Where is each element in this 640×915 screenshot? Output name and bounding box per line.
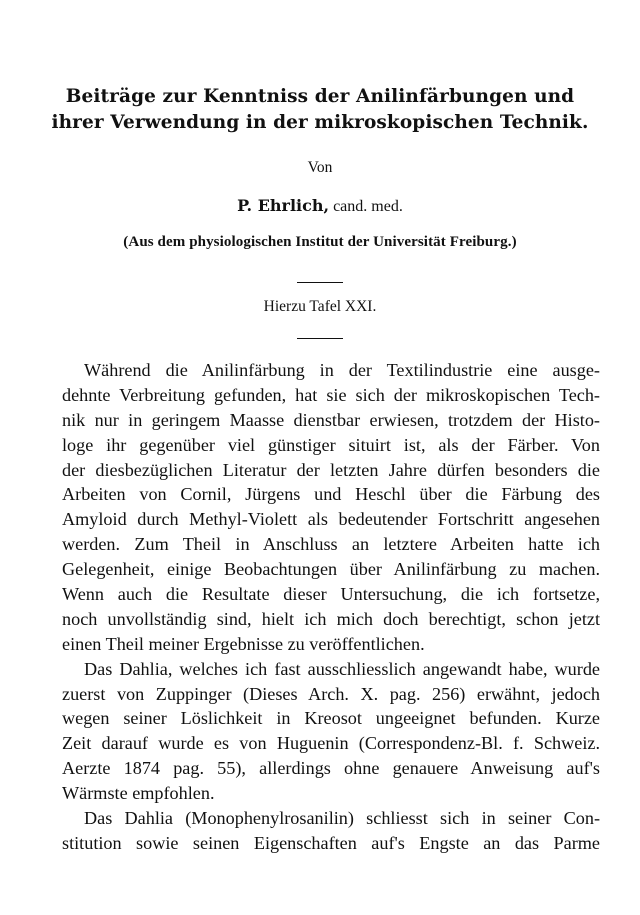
author-name: P. Ehrlich, xyxy=(237,196,330,215)
body-line: Aerzte 1874 pag. 55), allerdings ohne genauere Anweisung auf's xyxy=(62,758,600,779)
body-line: der diesbezüglichen Literatur der letzten Jahre dürfen besonders die xyxy=(62,459,600,480)
article-title-line-2: ihrer Verwendung in der mikroskopischen Technik. xyxy=(51,112,589,133)
body-line: Das Dahlia (Monophenylrosanilin) schliesst sich in seiner Con- xyxy=(84,808,600,829)
plate-note: Hierzu Tafel XXI. xyxy=(263,298,377,315)
body-line: dehnte Verbreitung gefunden, hat sie sich der mikroskopischen Tech- xyxy=(62,384,600,405)
body-line: Arbeiten von Cornil, Jürgens und Heschl über die Färbung des xyxy=(62,484,600,505)
body-line: werden. Zum Theil in Anschluss an letztere Arbeiten hatte ich xyxy=(62,534,600,555)
body-line: Amyloid durch Methyl-Violett als bedeutender Fortschritt angesehen xyxy=(62,509,600,530)
body-line: einen Theil meiner Ergebnisse zu veröffentlichen. xyxy=(62,633,425,654)
author-line xyxy=(20,196,620,216)
body-line: loge ihr gegenüber viel günstiger situirt ist, als der Färber. Von xyxy=(62,434,600,455)
body-line: noch unvollständig sind, hielt ich mich doch berechtigt, schon jetzt xyxy=(62,608,600,629)
divider-top xyxy=(297,282,343,283)
body-text xyxy=(62,358,600,856)
article-title-line-1: Beiträge zur Kenntniss der Anilinfärbungen und xyxy=(65,86,575,107)
body-line: Wärmste empfohlen. xyxy=(62,783,215,804)
von-label: Von xyxy=(307,159,333,176)
body-line: wegen seiner Löslichkeit in Kreosot ungeeignet befunden. Kurze xyxy=(62,708,600,729)
body-line: zuerst von Zuppinger (Dieses Arch. X. pag. 256) erwähnt, jedoch xyxy=(62,683,600,704)
body-line: Während die Anilinfärbung in der Textilindustrie eine ausge- xyxy=(84,360,600,380)
body-line: Das Dahlia, welches ich fast ausschliesslich angewandt habe, wurde xyxy=(84,658,600,679)
author-suffix: cand. med. xyxy=(333,198,403,215)
body-line: Wenn auch die Resultate dieser Untersuchung, die ich fortsetze, xyxy=(62,584,600,605)
divider-bottom xyxy=(297,338,343,339)
body-line: Gelegenheit, einige Beobachtungen über Anilinfärbung zu machen. xyxy=(62,559,600,580)
body-line: nik nur in geringem Maasse dienstbar erwiesen, trotzdem der Histo- xyxy=(62,409,600,430)
body-line: Zeit darauf wurde es von Huguenin (Correspondenz-Bl. f. Schweiz. xyxy=(62,733,600,754)
institution-line: (Aus dem physiologischen Institut der Universität Freiburg.) xyxy=(123,234,517,250)
body-line: stitution sowie seinen Eigenschaften auf's Engste an das Parme xyxy=(62,832,600,853)
